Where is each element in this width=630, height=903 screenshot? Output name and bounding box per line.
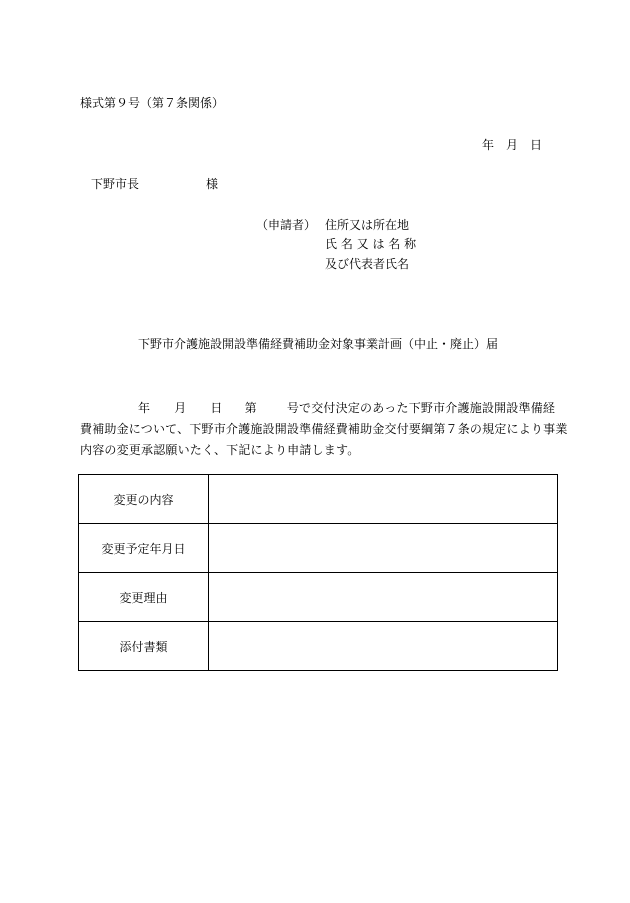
body-month: 月 xyxy=(174,401,187,415)
addressee-honorific: 様 xyxy=(206,177,219,191)
date-month: 月 xyxy=(506,138,519,152)
date-year: 年 xyxy=(482,138,495,152)
table-row xyxy=(79,573,558,622)
table-row xyxy=(79,524,558,573)
form-number: 様式第９号（第７条関係） xyxy=(80,96,225,110)
change-details-table xyxy=(78,474,558,671)
applicant-name: 氏 名 又 は 名 称 xyxy=(325,237,417,251)
row-value-attachments[interactable] xyxy=(209,622,558,671)
body-year: 年 xyxy=(138,401,151,415)
date-day: 日 xyxy=(530,138,543,152)
row-label-change-reason: 変更理由 xyxy=(79,573,209,622)
body-day: 日 xyxy=(210,401,223,415)
row-label-change-date: 変更予定年月日 xyxy=(79,524,209,573)
row-label-attachments: 添付書類 xyxy=(79,622,209,671)
addressee-name: 下野市長 xyxy=(91,177,140,191)
body-dai: 第 xyxy=(244,401,257,415)
row-label-change-content: 変更の内容 xyxy=(79,475,209,524)
table-row xyxy=(79,475,558,524)
row-value-change-content[interactable] xyxy=(209,475,558,524)
row-value-change-date[interactable] xyxy=(209,524,558,573)
body-line-3: 内容の変更承認願いたく、下記により申請します。 xyxy=(80,443,360,457)
row-value-change-reason[interactable] xyxy=(209,573,558,622)
applicant-label: （申請者） xyxy=(256,218,317,232)
document-title: 下野市介護施設開設準備経費補助金対象事業計画（中止・廃止）届 xyxy=(138,337,499,351)
body-line-1 xyxy=(80,398,560,419)
applicant-representative: 及び代表者氏名 xyxy=(325,257,410,271)
applicant-address: 住所又は所在地 xyxy=(325,218,410,232)
body-line1-rest: 号で交付決定のあった下野市介護施設開設準備経 xyxy=(286,401,556,415)
table-row xyxy=(79,622,558,671)
body-line-2: 費補助金について、下野市介護施設開設準備経費補助金交付要綱第７条の規定により事業 xyxy=(80,422,568,436)
body-paragraph xyxy=(80,398,568,461)
